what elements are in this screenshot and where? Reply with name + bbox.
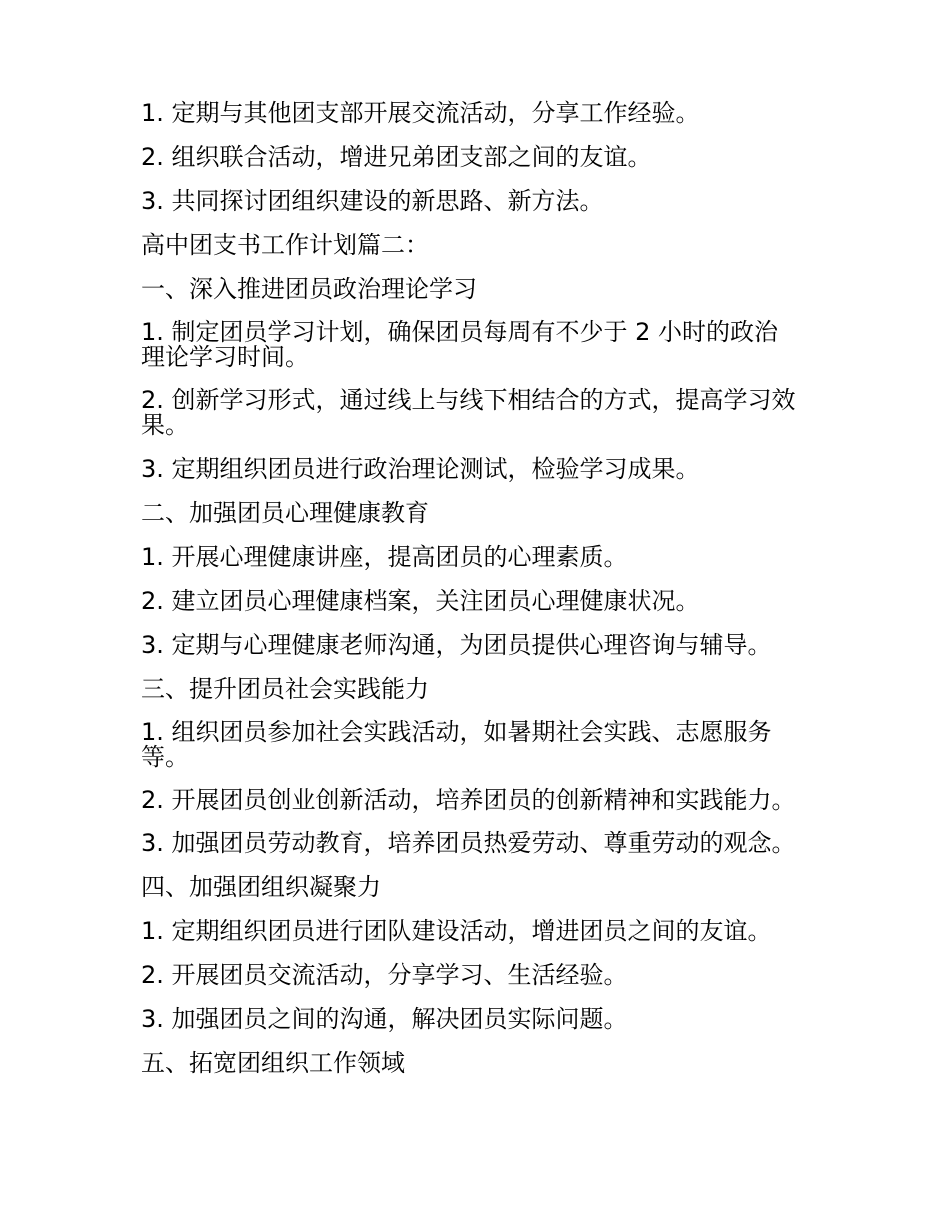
paragraph: 3. 定期组织团员进行政治理论测试，检验学习成果。 (141, 455, 700, 483)
paragraph: 2. 建立团员心理健康档案，关注团员心理健康状况。 (141, 587, 700, 615)
paragraph: 1. 开展心理健康讲座，提高团员的心理素质。 (141, 543, 628, 571)
section-heading: 高中团支书工作计划篇二： (141, 231, 429, 259)
paragraph: 2. 创新学习形式，通过线上与线下相结合的方式，提高学习效果。 (141, 386, 796, 439)
paragraph: 1. 组织团员参加社会实践活动，如暑期社会实践、志愿服务等。 (141, 718, 772, 771)
paragraph: 1. 定期组织团员进行团队建设活动，增进团员之间的友谊。 (141, 917, 772, 945)
paragraph: 2. 开展团员交流活动，分享学习、生活经验。 (141, 961, 628, 989)
document-body (141, 100, 796, 1094)
section-heading: 四、加强团组织凝聚力 (141, 873, 381, 901)
paragraph: 3. 加强团员之间的沟通，解决团员实际问题。 (141, 1005, 628, 1033)
section-heading: 二、加强团员心理健康教育 (141, 499, 429, 527)
paragraph: 3. 加强团员劳动教育，培养团员热爱劳动、尊重劳动的观念。 (141, 829, 796, 857)
section-heading: 一、深入推进团员政治理论学习 (141, 275, 477, 303)
paragraph: 1. 定期与其他团支部开展交流活动，分享工作经验。 (141, 99, 700, 127)
section-heading: 三、提升团员社会实践能力 (141, 675, 429, 703)
paragraph: 3. 定期与心理健康老师沟通，为团员提供心理咨询与辅导。 (141, 631, 772, 659)
paragraph: 2. 组织联合活动，增进兄弟团支部之间的友谊。 (141, 143, 652, 171)
section-heading: 五、拓宽团组织工作领域 (141, 1049, 405, 1077)
paragraph: 2. 开展团员创业创新活动，培养团员的创新精神和实践能力。 (141, 786, 796, 814)
paragraph: 1. 制定团员学习计划，确保团员每周有不少于 2 小时的政治理论学习时间。 (141, 318, 779, 371)
paragraph: 3. 共同探讨团组织建设的新思路、新方法。 (141, 187, 604, 215)
